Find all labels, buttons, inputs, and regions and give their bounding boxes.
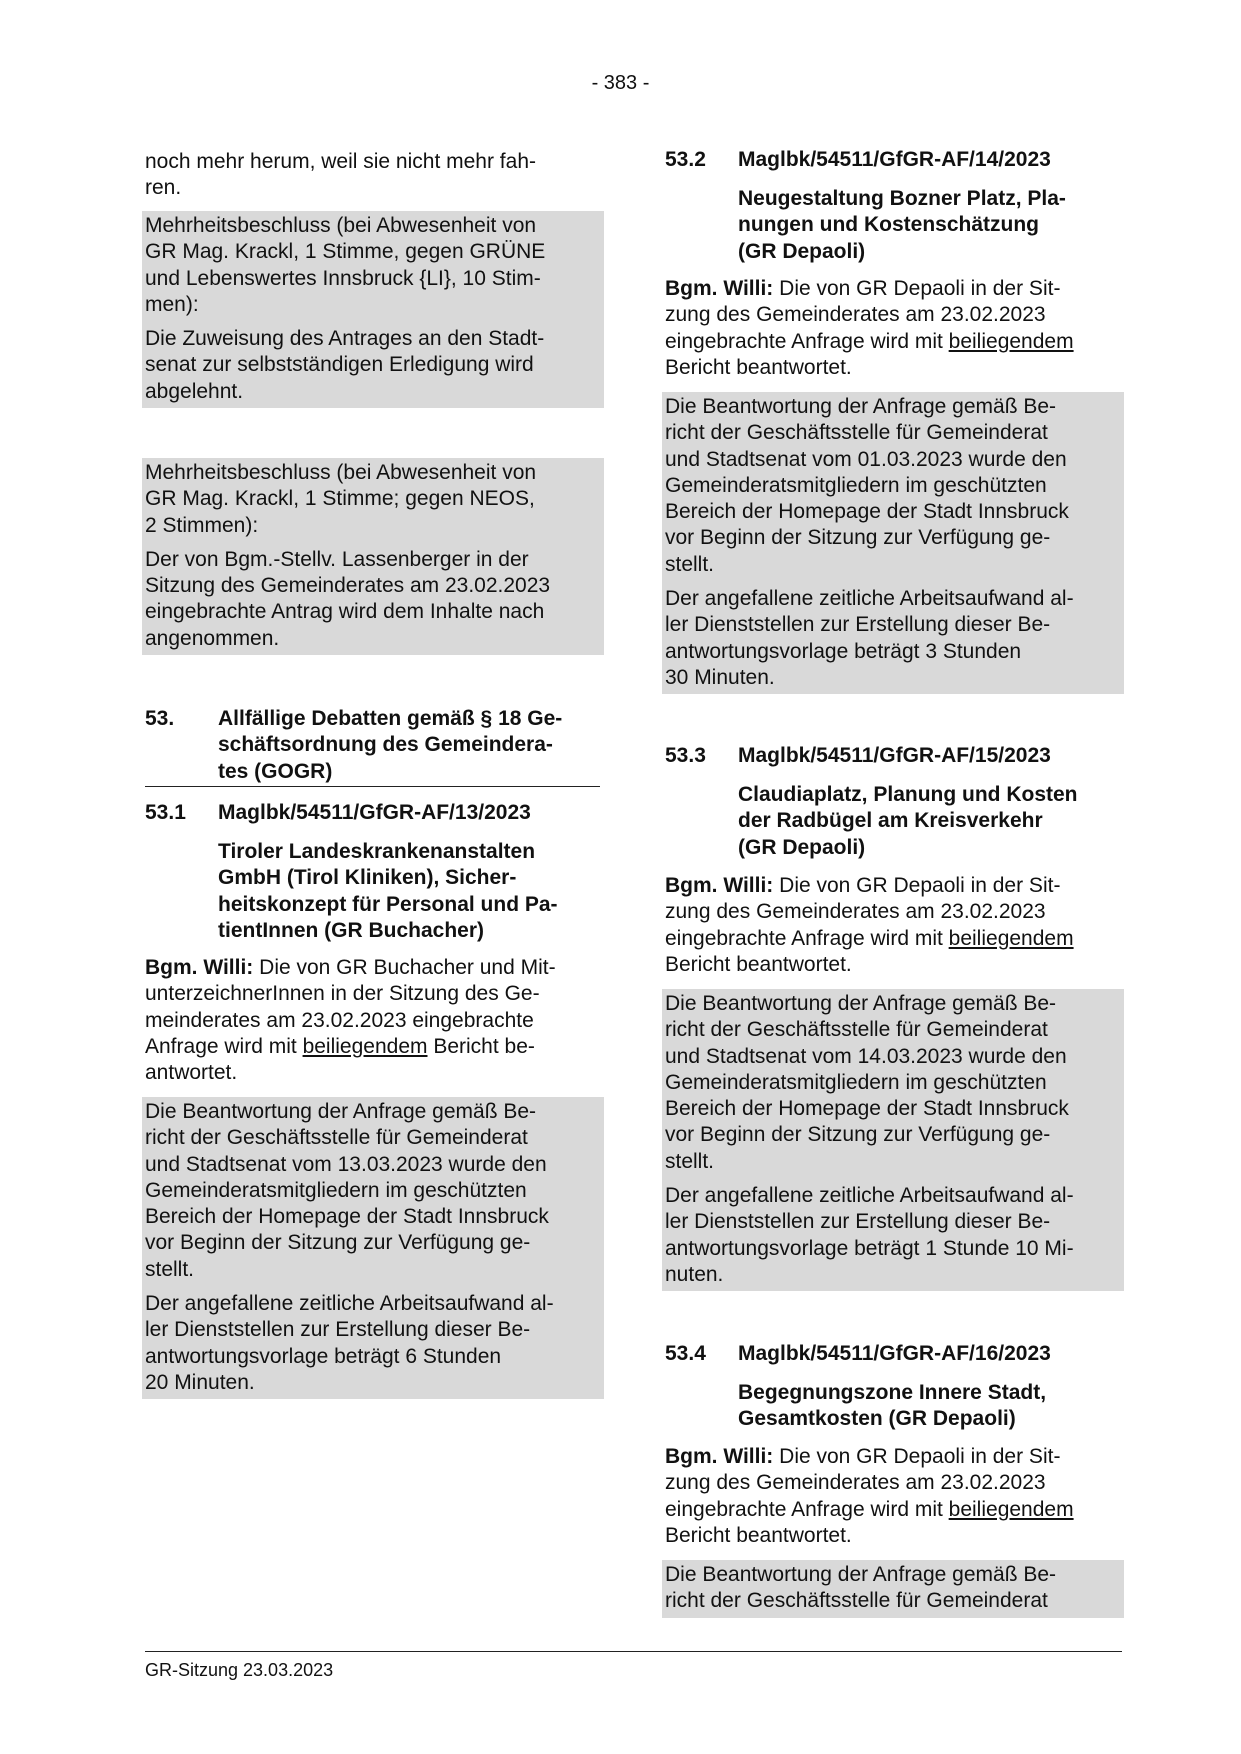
resolution-box-1 <box>142 211 604 408</box>
section-divider <box>145 786 600 787</box>
text-line: angenommen. <box>145 626 280 650</box>
heading-line: tientInnen (GR Buchacher) <box>218 918 485 942</box>
text-line: antwortet. <box>145 1061 238 1085</box>
heading-line: Claudiaplatz, Planung und Kosten <box>738 783 1078 806</box>
text-line: 2 Stimmen): <box>145 513 259 537</box>
text-line: vor Beginn der Sitzung zur Verfügung ge- <box>665 1123 1051 1147</box>
text-line: antwortungsvorlage beträgt 6 Stunden <box>145 1344 502 1368</box>
answer-box-53-2 <box>662 392 1124 694</box>
text-span: Die von GR Depaoli in der Sit- <box>773 1445 1061 1468</box>
reference-number: Maglbk/54511/GfGR-AF/14/2023 <box>738 148 1051 171</box>
text-line: zung des Gemeinderates am 23.02.2023 <box>665 1471 1046 1495</box>
text-line: men): <box>145 292 199 316</box>
text-line: meinderates am 23.02.2023 eingebrachte <box>145 1008 534 1032</box>
text-line: antwortungsvorlage beträgt 1 Stunde 10 Mi- <box>665 1236 1074 1260</box>
section-53-4-title <box>665 1380 1120 1433</box>
text-span: eingebrachte Anfrage wird mit <box>665 926 949 950</box>
text-line: abgelehnt. <box>145 379 244 403</box>
text-line: 20 Minuten. <box>145 1370 255 1394</box>
reference-number: Maglbk/54511/GfGR-AF/16/2023 <box>738 1342 1051 1365</box>
text-line: richt der Geschäftsstelle für Gemeinderat <box>665 421 1048 445</box>
section-number: 53.3 <box>665 744 706 767</box>
text-span: Die von GR Depaoli in der Sit- <box>773 277 1061 300</box>
section-53-heading <box>145 706 600 785</box>
answer-text <box>665 1562 1120 1615</box>
effort-text <box>145 1291 600 1396</box>
text-line: Die Beantwortung der Anfrage gemäß Be- <box>145 1100 537 1123</box>
answer-box-53-1 <box>142 1097 604 1399</box>
speaker-name: Bgm. Willi: <box>665 874 774 897</box>
text-line: GR Mag. Krackl, 1 Stimme, gegen GRÜNE <box>145 240 546 264</box>
resolution-decision <box>145 326 600 405</box>
text-line: ren. <box>145 176 182 200</box>
text-line: Bericht beantwortet. <box>665 1523 852 1547</box>
text-line: Gemeinderatsmitgliedern im geschützten <box>665 473 1047 497</box>
section-53-3-title <box>665 782 1120 861</box>
text-line: Mehrheitsbeschluss (bei Abwesenheit von <box>145 461 537 484</box>
section-number: 53. <box>145 707 175 730</box>
text-line: unterzeichnerInnen in der Sitzung des Ge- <box>145 982 540 1006</box>
text-line: Gemeinderatsmitgliedern im geschützten <box>665 1070 1047 1094</box>
text-line: richt der Geschäftsstelle für Gemeinderat <box>665 1589 1048 1613</box>
section-53-1-heading <box>145 800 600 826</box>
section-53-2-heading <box>665 147 1120 173</box>
intro-paragraph <box>145 149 600 202</box>
text-line: richt der Geschäftsstelle für Gemeinderat <box>665 1018 1048 1042</box>
text-line: 30 Minuten. <box>665 665 775 689</box>
text-line: antwortungsvorlage beträgt 3 Stunden <box>665 639 1022 663</box>
heading-line: Begegnungszone Innere Stadt, <box>738 1381 1047 1404</box>
text-line: und Lebenswertes Innsbruck {LI}, 10 Stim- <box>145 266 541 290</box>
effort-text <box>665 586 1120 691</box>
attachment-link[interactable]: beiliegendem <box>948 329 1074 353</box>
heading-line: Neugestaltung Bozner Platz, Pla- <box>738 187 1066 210</box>
text-line: Bericht beantwortet. <box>665 355 852 379</box>
section-53-3-heading <box>665 743 1120 769</box>
text-line: Sitzung des Gemeinderates am 23.02.2023 <box>145 574 551 598</box>
section-53-1-title <box>145 839 600 944</box>
text-line: Der angefallene zeitliche Arbeitsaufwand al- <box>665 1184 1074 1208</box>
attachment-link[interactable]: beiliegendem <box>948 926 1074 950</box>
answer-text <box>665 991 1120 1175</box>
text-line: zung des Gemeinderates am 23.02.2023 <box>665 900 1046 924</box>
reference-number: Maglbk/54511/GfGR-AF/13/2023 <box>218 801 531 824</box>
text-line: Die Beantwortung der Anfrage gemäß Be- <box>665 395 1057 418</box>
speaker-name: Bgm. Willi: <box>665 1445 774 1468</box>
resolution-text <box>145 460 600 539</box>
reference-number: Maglbk/54511/GfGR-AF/15/2023 <box>738 744 1051 767</box>
text-line: und Stadtsenat vom 01.03.2023 wurde den <box>665 447 1067 471</box>
text-line: ler Dienststellen zur Erstellung dieser Be- <box>145 1318 531 1342</box>
answer-box-53-3 <box>662 989 1124 1291</box>
text-line: Mehrheitsbeschluss (bei Abwesenheit von <box>145 214 537 237</box>
text-line: vor Beginn der Sitzung zur Verfügung ge- <box>145 1231 531 1255</box>
effort-text <box>665 1183 1120 1288</box>
heading-line: (GR Depaoli) <box>738 239 866 263</box>
resolution-box-2 <box>142 458 604 655</box>
text-line: noch mehr herum, weil sie nicht mehr fah- <box>145 150 536 173</box>
attachment-link[interactable]: beiliegendem <box>948 1497 1074 1521</box>
page-number: - 383 - <box>591 72 650 94</box>
heading-line: schäftsordnung des Gemeindera- <box>218 733 553 757</box>
text-line: Der angefallene zeitliche Arbeitsaufwand al- <box>665 587 1074 611</box>
text-span: eingebrachte Anfrage wird mit <box>665 1497 949 1521</box>
text-line: ler Dienststellen zur Erstellung dieser Be- <box>665 1210 1051 1234</box>
text-line: stellt. <box>665 1149 715 1173</box>
heading-line: heitskonzept für Personal und Pa- <box>218 892 558 916</box>
section-number: 53.2 <box>665 148 706 171</box>
text-line: ler Dienststellen zur Erstellung dieser Be- <box>665 613 1051 637</box>
resolution-decision <box>145 547 600 652</box>
text-span: eingebrachte Anfrage wird mit <box>665 329 949 353</box>
text-line: eingebrachte Antrag wird dem Inhalte nach <box>145 600 545 624</box>
section-number: 53.1 <box>145 801 186 824</box>
heading-line: tes (GOGR) <box>218 759 333 783</box>
text-line: GR Mag. Krackl, 1 Stimme; gegen NEOS, <box>145 487 535 511</box>
footer-session-date: GR-Sitzung 23.03.2023 <box>145 1660 334 1680</box>
text-line: Bereich der Homepage der Stadt Innsbruck <box>665 1097 1069 1121</box>
section-number: 53.4 <box>665 1342 706 1365</box>
answer-text <box>665 394 1120 578</box>
text-line: senat zur selbstständigen Erledigung wird <box>145 353 534 377</box>
text-line: Bericht beantwortet. <box>665 952 852 976</box>
text-span: Die von GR Buchacher und Mit- <box>253 956 556 979</box>
heading-line: GmbH (Tirol Kliniken), Sicher- <box>218 866 517 890</box>
section-53-4-heading <box>665 1341 1120 1367</box>
text-span: Anfrage wird mit <box>145 1034 303 1058</box>
heading-line: Allfällige Debatten gemäß § 18 Ge- <box>218 707 563 730</box>
section-53-4-statement <box>665 1444 1120 1549</box>
heading-line: nungen und Kostenschätzung <box>738 213 1039 237</box>
section-53-2-statement <box>665 276 1120 381</box>
text-line: zung des Gemeinderates am 23.02.2023 <box>665 303 1046 327</box>
text-line: vor Beginn der Sitzung zur Verfügung ge- <box>665 526 1051 550</box>
attachment-link[interactable]: beiliegendem <box>302 1034 428 1058</box>
text-line: Gemeinderatsmitgliedern im geschützten <box>145 1178 527 1202</box>
text-line: Die Beantwortung der Anfrage gemäß Be- <box>665 992 1057 1015</box>
answer-text <box>145 1099 600 1283</box>
footer-divider <box>145 1651 1122 1652</box>
text-line: und Stadtsenat vom 13.03.2023 wurde den <box>145 1152 547 1176</box>
section-53-1-statement <box>145 955 600 1086</box>
speaker-name: Bgm. Willi: <box>145 956 254 979</box>
heading-line: (GR Depaoli) <box>738 835 866 859</box>
text-span: Bericht be- <box>427 1034 535 1058</box>
text-span: Die von GR Depaoli in der Sit- <box>773 874 1061 897</box>
section-53-2-title <box>665 186 1120 265</box>
heading-line: Tiroler Landeskrankenanstalten <box>218 840 536 863</box>
text-line: Die Zuweisung des Antrages an den Stadt- <box>145 327 545 351</box>
text-line: nuten. <box>665 1262 724 1286</box>
text-line: richt der Geschäftsstelle für Gemeinderat <box>145 1126 528 1150</box>
section-53-3-statement <box>665 873 1120 978</box>
text-line: Bereich der Homepage der Stadt Innsbruck <box>665 500 1069 524</box>
answer-box-53-4 <box>662 1560 1124 1618</box>
text-line: stellt. <box>665 552 715 576</box>
speaker-name: Bgm. Willi: <box>665 277 774 300</box>
text-line: Der von Bgm.-Stellv. Lassenberger in der <box>145 547 529 571</box>
text-line: Der angefallene zeitliche Arbeitsaufwand al- <box>145 1292 554 1316</box>
resolution-text <box>145 213 600 318</box>
text-line: stellt. <box>145 1257 195 1281</box>
text-line: Die Beantwortung der Anfrage gemäß Be- <box>665 1563 1057 1586</box>
heading-line: Gesamtkosten (GR Depaoli) <box>738 1407 1016 1431</box>
text-line: und Stadtsenat vom 14.03.2023 wurde den <box>665 1044 1067 1068</box>
text-line: Bereich der Homepage der Stadt Innsbruck <box>145 1205 549 1229</box>
heading-line: der Radbügel am Kreisverkehr <box>738 809 1043 833</box>
